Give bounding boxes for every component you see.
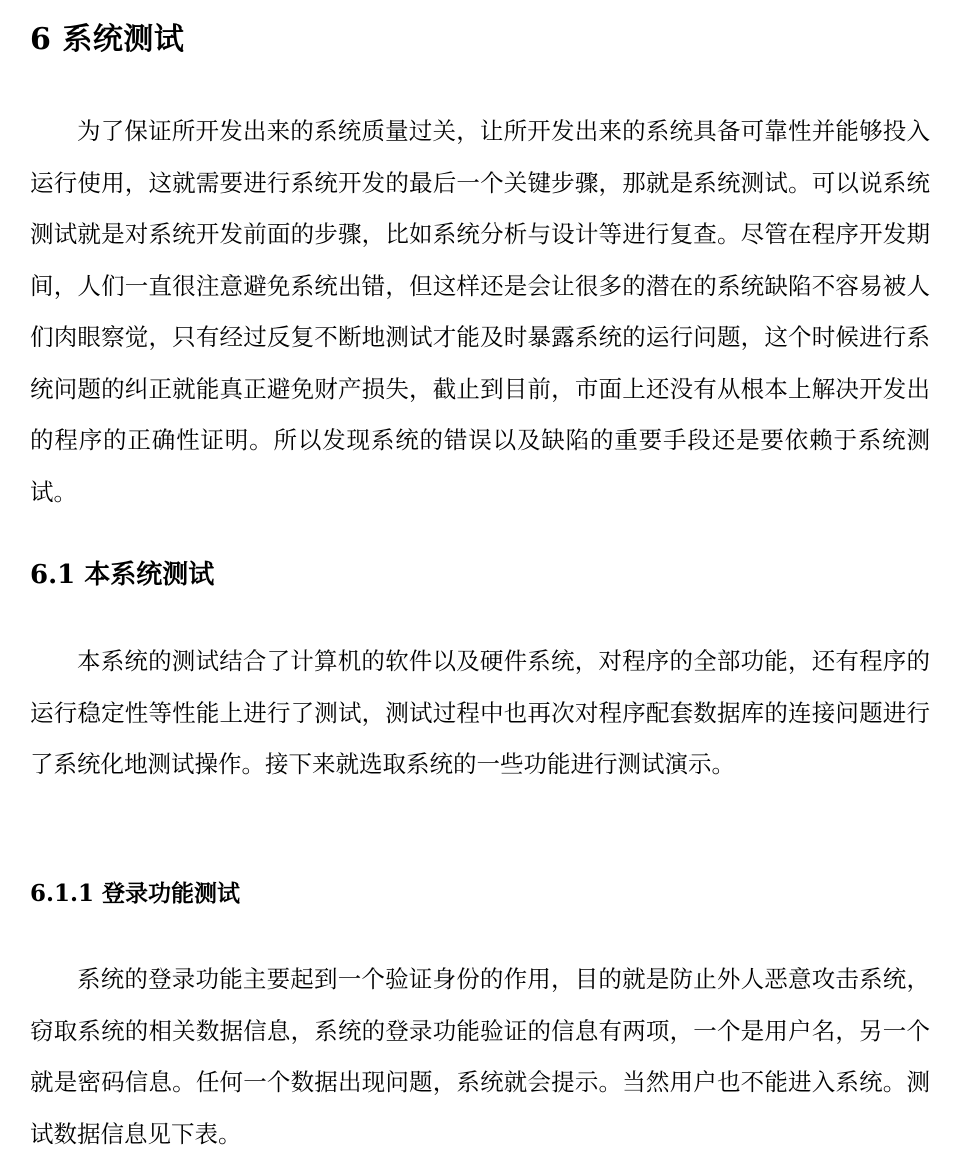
section-6-1-1-title: 6.1.1 登录功能测试 [30, 880, 241, 907]
chapter-title: 6 系统测试 [30, 22, 185, 57]
section-6-1-title: 6.1 本系统测试 [30, 560, 215, 590]
section-6-1-paragraph: 本系统的测试结合了计算机的软件以及硬件系统，对程序的全部功能，还有程序的运行稳定性等性能上进行了测试，测试过程中也再次对程序配套数据库的连接问题进行了系统化地测试操作。接下来就选取系统的一些功能进行测试演示。 [30, 647, 930, 778]
intro-paragraph: 为了保证所开发出来的系统质量过关，让所开发出来的系统具备可靠性并能够投入运行使用，这就需要进行系统开发的最后一个关键步骤，那就是系统测试。可以说系统测试就是对系统开发前面的步骤，比如系统分析与设计等进行复查。尽管在程序开发期间，人们一直很注意避免系统出错，但这样还是会让很多的潜在的系统缺陷不容易被人们肉眼察觉，只有经过反复不断地测试才能及时暴露系统的运行问题，这个时候进行系统问题的纠正就能真正避免财产损失，截止到目前，市面上还没有从根本上解决开发出的程序的正确性证明。所以发现系统的错误以及缺陷的重要手段还是要依赖于系统测试。 [30, 117, 930, 506]
section-6-1-1-paragraph: 系统的登录功能主要起到一个验证身份的作用，目的就是防止外人恶意攻击系统，窃取系统的相关数据信息，系统的登录功能验证的信息有两项，一个是用户名，另一个就是密码信息。任何一个数据出现问题，系统就会提示。当然用户也不能进入系统。测试数据信息见下表。 [30, 965, 930, 1148]
